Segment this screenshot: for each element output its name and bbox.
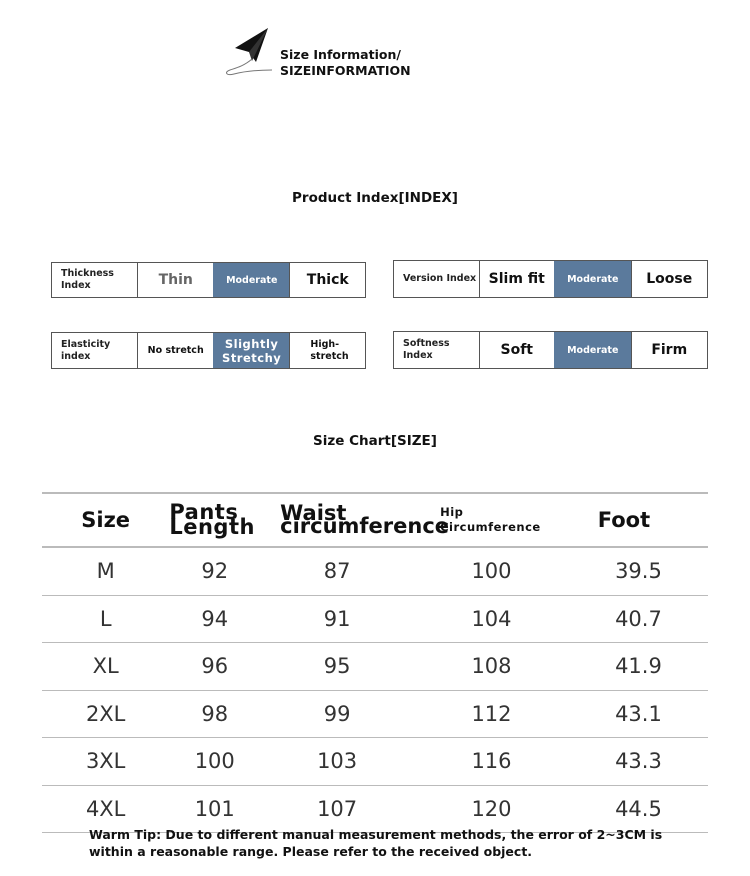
cell-waist: 87	[260, 547, 414, 595]
cell-pants-length: 92	[169, 547, 260, 595]
cell-hip: 116	[414, 738, 569, 786]
option-soft: Soft	[479, 332, 555, 368]
option-moderate-selected: Moderate	[554, 261, 631, 297]
table-row	[42, 595, 708, 643]
size-chart-title: Size Chart[SIZE]	[313, 433, 437, 449]
option-loose: Loose	[631, 261, 708, 297]
cell-hip: 104	[414, 595, 569, 643]
index-label: Elasticity index	[61, 338, 111, 362]
cell-pants-length: 98	[169, 690, 260, 738]
cell-size: 3XL	[42, 738, 169, 786]
index-label: Version Index	[403, 273, 477, 284]
option-moderate-selected: Moderate	[554, 332, 631, 368]
cell-waist: 95	[260, 643, 414, 691]
table-row	[42, 738, 708, 786]
table-row	[42, 547, 708, 595]
size-info-header	[222, 26, 442, 82]
option-high-stretch: High-stretch	[289, 333, 365, 368]
option-thick: Thick	[289, 263, 365, 297]
version-index-row	[393, 260, 708, 298]
header-waist: Waist circumference	[260, 493, 414, 547]
cell-pants-length: 94	[169, 595, 260, 643]
table-header-row	[42, 493, 708, 547]
cell-waist: 91	[260, 595, 414, 643]
table-row	[42, 643, 708, 691]
option-slightly-stretchy-selected: Slightly Stretchy	[213, 333, 289, 368]
cell-foot: 39.5	[569, 547, 708, 595]
cell-size: XL	[42, 643, 169, 691]
header-title-line2: SIZEINFORMATION	[280, 63, 411, 78]
cell-size: 4XL	[42, 785, 169, 833]
cell-hip: 100	[414, 547, 569, 595]
size-chart-table	[42, 492, 708, 833]
cell-hip: 112	[414, 690, 569, 738]
header-foot: Foot	[569, 493, 708, 547]
cell-pants-length: 101	[169, 785, 260, 833]
cell-foot: 44.5	[569, 785, 708, 833]
cell-size: 2XL	[42, 690, 169, 738]
softness-index-row	[393, 331, 708, 369]
cell-foot: 43.1	[569, 690, 708, 738]
option-thin: Thin	[137, 263, 213, 297]
option-no-stretch: No stretch	[137, 333, 212, 368]
option-slim-fit: Slim fit	[479, 261, 555, 297]
header-pants-length: Pants Length	[169, 493, 260, 547]
cell-foot: 43.3	[569, 738, 708, 786]
index-label: Thickness Index	[61, 268, 114, 291]
cell-waist: 103	[260, 738, 414, 786]
warm-tip: Warm Tip: Due to different manual measurement methods, the error of 2~3CM is within a reasonable range. Please refer to the received object.	[89, 827, 663, 859]
cell-foot: 41.9	[569, 643, 708, 691]
cell-waist: 107	[260, 785, 414, 833]
option-firm: Firm	[631, 332, 708, 368]
cell-size: M	[42, 547, 169, 595]
table-row	[42, 690, 708, 738]
cell-size: L	[42, 595, 169, 643]
cell-foot: 40.7	[569, 595, 708, 643]
option-moderate-selected: Moderate	[213, 263, 290, 297]
thickness-index-row	[51, 262, 366, 298]
cell-pants-length: 100	[169, 738, 260, 786]
header-hip: Hip Circumference	[414, 493, 569, 547]
header-title-line1: Size Information/	[280, 47, 401, 62]
elasticity-index-row	[51, 332, 366, 369]
product-index-title: Product Index[INDEX]	[292, 190, 458, 206]
paper-plane-icon	[222, 26, 282, 80]
cell-waist: 99	[260, 690, 414, 738]
cell-hip: 120	[414, 785, 569, 833]
index-label: Softness Index	[403, 338, 450, 361]
cell-pants-length: 96	[169, 643, 260, 691]
cell-hip: 108	[414, 643, 569, 691]
header-size: Size	[42, 493, 169, 547]
